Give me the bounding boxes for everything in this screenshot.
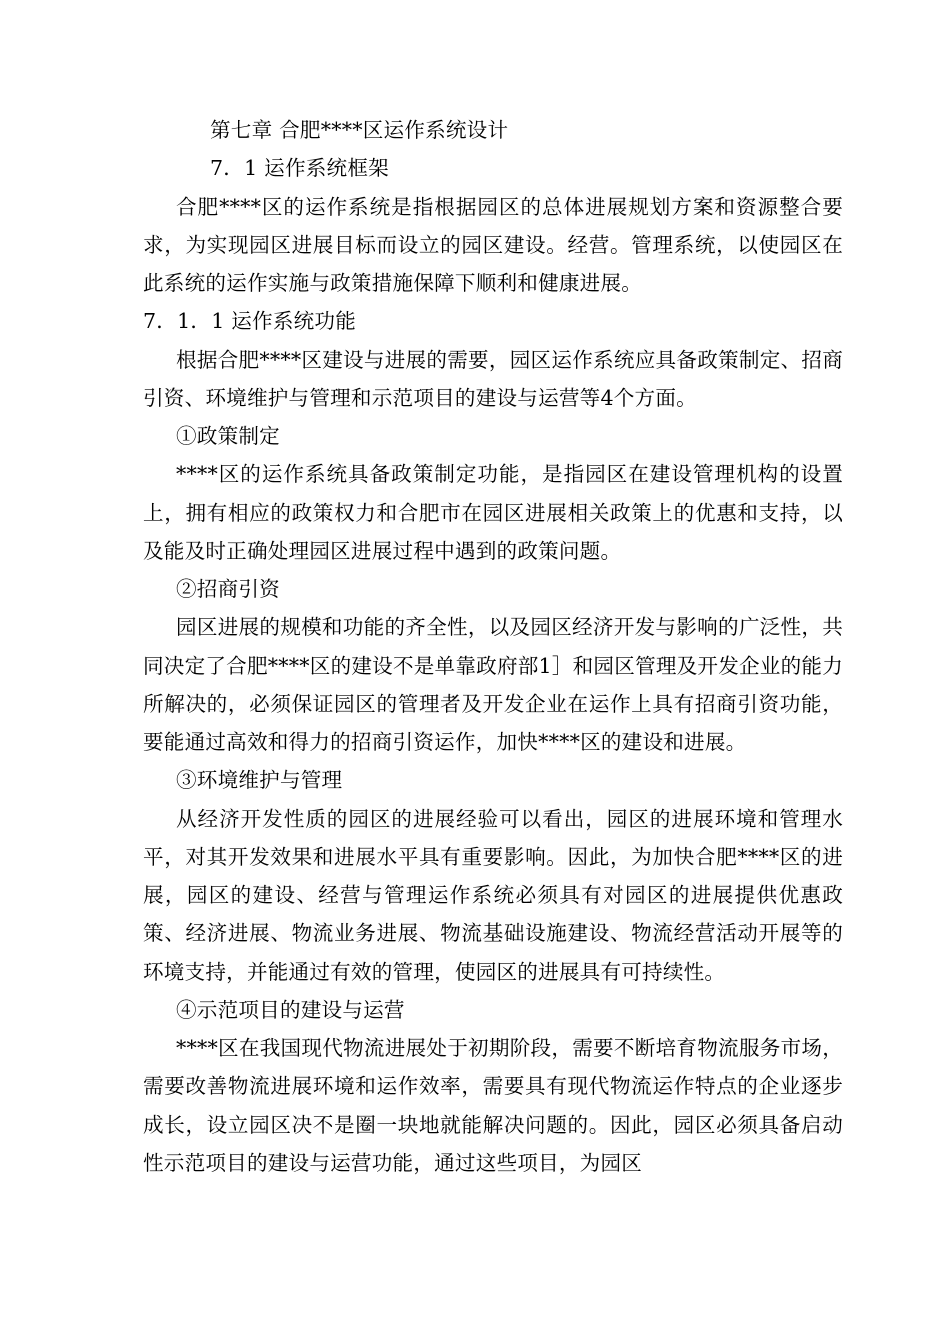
subsection-title: 7．1．1 运作系统功能	[143, 309, 357, 334]
intro-paragraph: 合肥****区的运作系统是指根据园区的总体进展规划方案和资源整合要求，为实现园区进展目标而设立的园区建设。经营。管理系统，以使园区在此系统的运作实施与政策措施保障下顺利和健康进展。	[143, 194, 843, 295]
functions-paragraph: 根据合肥****区建设与进展的需要，园区运作系统应具备政策制定、招商引资、环境维护与管理和示范项目的建设与运营等4个方面。	[143, 347, 843, 410]
section-title: 7．1 运作系统框架	[210, 156, 389, 181]
item-heading-investment: ②招商引资	[176, 577, 280, 601]
item-heading-demonstration: ④示范项目的建设与运营	[176, 997, 405, 1022]
item-body-demonstration: ****区在我国现代物流进展处于初期阶段，需要不断培育物流服务市场，需要改善物流进展环境和运作效率，需要具有现代物流运作特点的企业逐步成长，设立园区决不是圈一块地就能解决问题的。因此，园区必须具备启动性示范项目的建设与运营功能，通过这些项目，为园区	[143, 1036, 843, 1175]
item-body-policy: ****区的运作系统具备政策制定功能，是指园区在建设管理机构的设置上，拥有相应的政策权力和合肥市在园区进展相关政策上的优惠和支持，以及能及时正确处理园区进展过程中遇到的政策问题。	[143, 462, 843, 563]
item-body-investment: 园区进展的规模和功能的齐全性，以及园区经济开发与影响的广泛性，共同决定了合肥****区的建设不是单靠政府部1］和园区管理及开发企业的能力所解决的，必须保证园区的管理者及开发企业在运作上具有招商引资功能，要能通过高效和得力的招商引资运作，加快****区的建设和进展。	[143, 615, 843, 754]
document-body	[143, 111, 843, 1182]
item-heading-environment: ③环境维护与管理	[176, 768, 343, 793]
item-body-environment: 从经济开发性质的园区的进展经验可以看出，园区的进展环境和管理水平，对其开发效果和进展水平具有重要影响。因此，为加快合肥****区的进展，园区的建设、经营与管理运作系统必须具有对园区的进展提供优惠政策、经济进展、物流业务进展、物流基础设施建设、物流经营活动开展等的环境支持，并能通过有效的管理，使园区的进展具有可持续性。	[143, 806, 843, 984]
chapter-title: 第七章 合肥****区运作系统设计	[210, 118, 509, 142]
item-heading-policy: ①政策制定	[176, 424, 280, 448]
